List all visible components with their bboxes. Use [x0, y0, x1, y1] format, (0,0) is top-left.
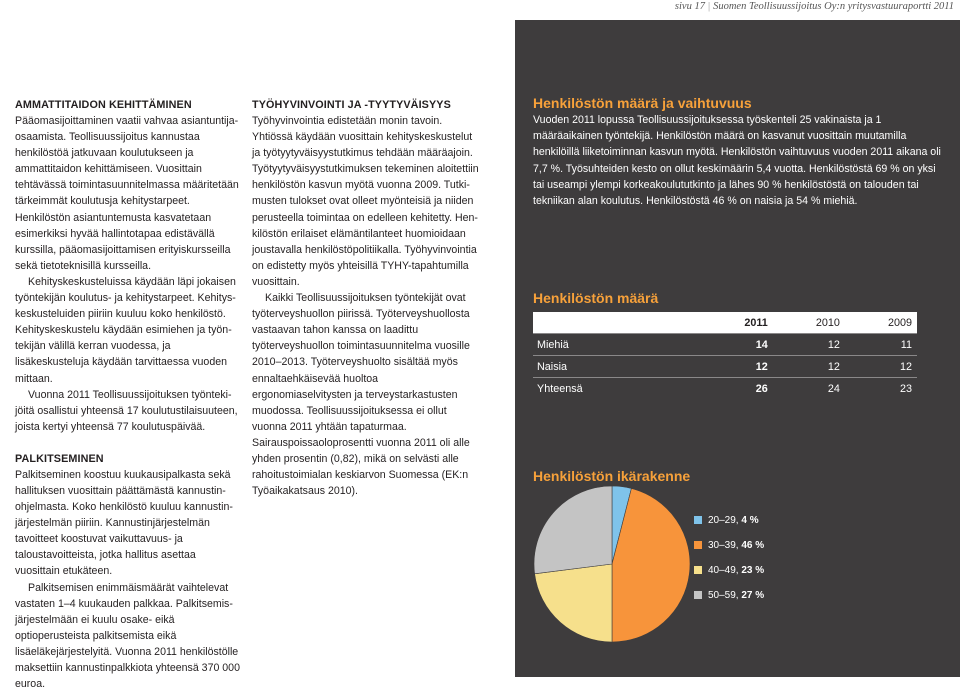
paragraph: Kaikki Teollisuussijoituksen työntekijät ovat työterveyshuollon piirissä. Työterveyshuollosta vastaavan tahon kanssa on laadittu työterveyshuollon toimintasuunnitelma vuosille 2010–2013. Työterveyshuolto sisältää myös ennaltaehkäisevää huoltoa ergonomiaselvitysten ja terveystarkastusten muodossa. Teollisuussijoituksessa ei ollut vuonna 2011 yhtään tapaturmaa. Sairauspoissaoloprosentti vuonna 2011 oli alle yhden prosentin (0,82), mikä on selvästi alle rahoitustoimialan keskiarvon Suomessa (EK:n Työaikakatsaus 2010).: [252, 292, 470, 498]
page-number: sivu 17: [674, 1, 705, 12]
row-label: Miehiä: [533, 334, 702, 356]
table-header-year: 2011: [744, 316, 768, 329]
table-row: [533, 356, 917, 378]
legend-value: 27 %: [741, 590, 765, 601]
legend-label: 30–39,: [708, 540, 742, 551]
section-title-tyohyvinvointi: TYÖHYVINVOINTI JA -TYYTYVÄISYYS: [252, 99, 451, 111]
row-label: Naisia: [533, 356, 702, 378]
legend-label: 50–59,: [708, 590, 742, 601]
pie-slice-4: [534, 486, 612, 574]
legend-swatch: [694, 591, 702, 599]
cell-value: 26: [702, 378, 773, 400]
paragraph: Vuoden 2011 lopussa Teollisuussijoituksessa työskenteli 25 vakinaista ja 1 määräaikainen työntekijä. Henkilöstön määrä on kasvanut vuosittain muutamilla henkilöillä liiketoiminnan kasvun myötä. Henkilöstön vaihtuvuus vuoden 2011 aikana oli 7,7 %. Työsuhteiden kesto on ollut keskimäärin 5,4 vuotta. Henkilöstöstä 69 % on yksi tai useampi ylempi korkeakoulututkinto ja lähes 90 % henkilöstöstä on talouden tai tekniikan alan koulutus. Henkilöstöstä 46 % on naisia ja 54 % miehiä.: [533, 114, 941, 208]
table-header-year: 2010: [815, 316, 840, 329]
cell-value: 11: [845, 334, 917, 356]
section-title-palkitseminen: PALKITSEMINEN: [15, 452, 104, 465]
legend-label: 40–49,: [708, 565, 742, 576]
legend-item: [694, 515, 759, 526]
legend-value: 46 %: [741, 540, 765, 551]
table-header-year: 2009: [887, 316, 912, 329]
legend-value: 23 %: [741, 565, 765, 576]
pie-slice-3: [535, 564, 612, 642]
paragraph: Työhyvinvointia edistetään monin tavoin. Yhtiössä käydään vuosittain kehityskeskustelut ja työtyytyväisyystutkimus tehdään määräajoin. Työtyytyväisyystutkimuksen tekeminen aloitettiin henkilöstön kasvun myötä vuonna 2009. Tutkimusten tulokset ovat olleet myönteisiä ja niiden perusteella toimintaa on edelleen kehitetty. Henkilöstön erilaiset elämäntilanteet huomioidaan joustavalla henkilöstöpolitiikalla. Työhyvinvointia on edistetty myös yhteisillä TYHY-tapahtumilla vuosittain.: [252, 115, 479, 288]
paragraph: Palkitsemisen enimmäismäärät vaihtelevat vastaten 1–4 kuukauden palkkaa. Palkitsemisjärjestelmään ei kuulu osake- eikä optioperusteista palkitsemista eikä lisäeläkejärjestelyitä. Vuonna 2011 henkilöstölle maksettiin kannustinpalkkiota yhteensä 370 000 euroa.: [15, 581, 240, 691]
legend-item: [694, 565, 764, 576]
paragraph: Vuonna 2011 Teollisuussijoituksen työntekijöitä osallistui yhteensä 17 koulutustilaisuuteen, joista kertyi yhteensä 77 koulutuspäivää.: [15, 388, 238, 433]
paragraph: Palkitseminen koostuu kuukausipalkasta sekä hallituksen vuosittain päättämästä kannustinohjelmasta. Koko henkilöstö kuuluu kannustinjärjestelmän piiriin. Kannustinjärjestelmän tavoitteet koostuvat vaikuttavuus- ja taloustavoitteista, jotka hallitus asettaa vuosittain etukäteen.: [15, 468, 233, 578]
chart-title: Henkilöstön ikärakenne: [533, 468, 691, 484]
section-title-ammattitaito: AMMATTITAIDON KEHITTÄMINEN: [15, 99, 192, 111]
legend-item: [694, 590, 764, 601]
cell-value: 12: [845, 356, 917, 378]
header-text: [675, 1, 954, 12]
section-title-henkilosto: Henkilöstön määrä ja vaihtuvuus: [533, 95, 752, 111]
column-left: [15, 97, 241, 692]
table-header-row: [533, 312, 917, 334]
cell-value: 12: [773, 356, 845, 378]
header-separator: |: [707, 1, 711, 12]
page-header: [0, 0, 960, 14]
staff-table: [533, 312, 917, 399]
table-header-empty: [533, 312, 702, 334]
legend-swatch: [694, 516, 702, 524]
legend-swatch: [694, 541, 702, 549]
cell-value: 14: [702, 334, 773, 356]
table-row: [533, 378, 917, 400]
cell-value: 12: [773, 334, 845, 356]
paragraph: Pääomasijoittaminen vaatii vahvaa asiantuntijaosaamista. Teollisuussijoitus kannustaa henkilöstöä jatkuvaan koulutukseen ja ammattitaidon kehittämiseen. Vuosittain tehtävässä toimintasuunnitelmassa määritetään tärkeimmät koulutusja kehitystarpeet. Henkilöstön asiantuntemusta kasvatetaan esimerkiksi hyvää hallintotapaa edistävällä kurssilla, pääomasijoittamisen erityiskursseilla sekä tietoteknisillä kursseilla.: [15, 115, 239, 272]
legend-value: 4 %: [741, 515, 759, 526]
row-label: Yhteensä: [533, 378, 702, 400]
column-right: [533, 95, 948, 209]
cell-value: 12: [702, 356, 773, 378]
legend-swatch: [694, 566, 702, 574]
cell-value: 24: [773, 378, 845, 400]
column-middle: [252, 97, 480, 499]
table-row: [533, 334, 917, 356]
cell-value: 23: [845, 378, 917, 400]
report-title: Suomen Teollisuussijoitus Oy:n yritysvastuuraportti 2011: [713, 1, 954, 12]
legend-label: 20–29,: [708, 515, 742, 526]
table-title: Henkilöstön määrä: [533, 290, 659, 306]
paragraph: Kehityskeskusteluissa käydään läpi jokaisen työntekijän koulutus- ja kehitystarpeet. Kehityskeskusteluiden piiriin kuuluu koko henkilöstö. Kehityskeskustelu käydään esimiehen ja työntekijän välillä kerran vuodessa, ja lisäkeskusteluja käydään tarvittaessa vuoden mittaan.: [15, 275, 236, 385]
age-pie-chart: [532, 484, 692, 644]
legend-item: [694, 540, 764, 551]
